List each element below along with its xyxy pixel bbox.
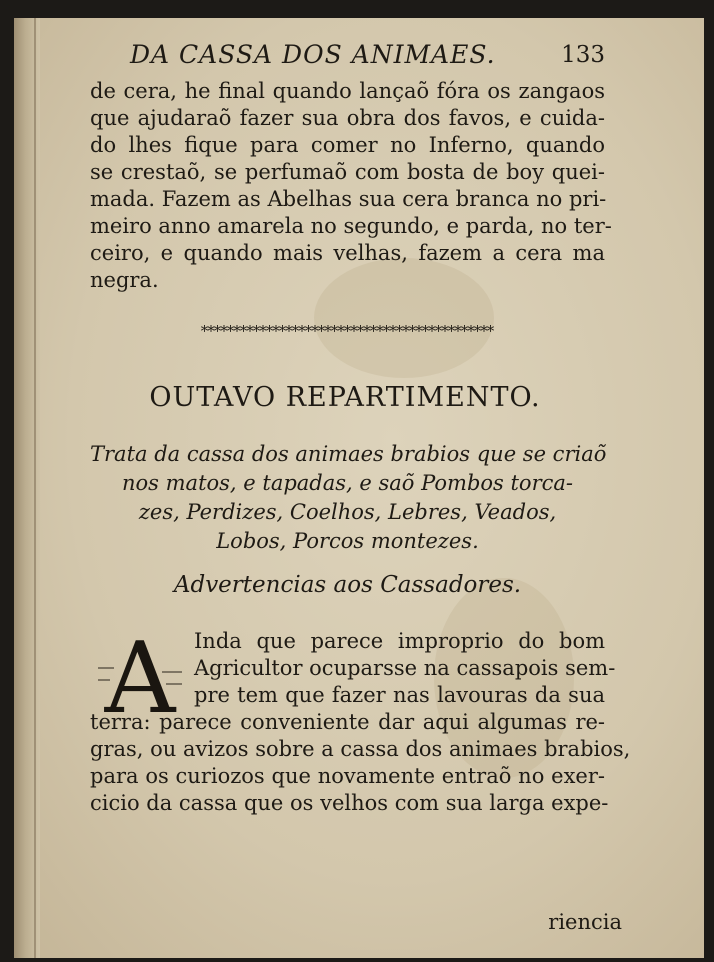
text-line: terra: parece conveniente dar aqui algumas re- [90, 710, 605, 734]
page-number: 133 [561, 42, 605, 68]
advice-heading: Advertencias aos Cassadores. [173, 572, 522, 598]
text-line: Inda que parece improprio do bom [194, 629, 605, 653]
catchword: riencia [548, 910, 622, 934]
text-line: se crestaõ, se perfumaõ com bosta de boy quei- [90, 160, 605, 184]
text-line: pre tem que fazer nas lavouras da sua [194, 683, 605, 707]
text-line: gras, ou avizos sobre a cassa dos animaes brabios, [90, 737, 631, 761]
text-line: meiro anno amarela no segundo, e parda, no ter- [90, 214, 612, 238]
text-line: de cera, he final quando lançaõ fóra os zangaos [90, 79, 605, 103]
gutter-fold-line [34, 18, 36, 958]
page-gutter [14, 18, 40, 958]
section-heading: OUTAVO REPARTIMENTO. [149, 382, 541, 413]
text-line: que ajudaraõ fazer sua obra dos favos, e cuida- [90, 106, 605, 130]
paragraph-advice [90, 628, 631, 817]
text-line: negra. [90, 268, 159, 292]
summary-line: nos matos, e tapadas, e saõ Pombos torca- [122, 471, 573, 495]
summary-line: Lobos, Porcos montezes. [216, 529, 479, 553]
running-title: DA CASSA DOS ANIMAES. [130, 40, 496, 69]
text-line: do lhes fique para comer no Inferno, quando [90, 133, 605, 157]
ornamental-divider: ********************************************* [200, 322, 494, 340]
section-summary [90, 440, 605, 556]
running-header [90, 40, 605, 78]
text-line: ceiro, e quando mais velhas, fazem a cera ma [90, 241, 605, 265]
drop-cap-letter: A [104, 628, 176, 720]
text-line: mada. Fazem as Abelhas sua cera branca no pri- [90, 187, 607, 211]
paragraph-continuation [90, 78, 612, 294]
summary-line: zes, Perdizes, Coelhos, Lebres, Veados, [138, 500, 557, 524]
text-line: para os curiozos que novamente entraõ no exer- [90, 764, 605, 788]
summary-line: Trata da cassa dos animaes brabios que se criaõ [90, 442, 607, 466]
text-line: cicio da cassa que os velhos com sua larga expe- [90, 791, 609, 815]
text-line: Agricultor ocuparsse na cassapois sem- [194, 656, 616, 680]
